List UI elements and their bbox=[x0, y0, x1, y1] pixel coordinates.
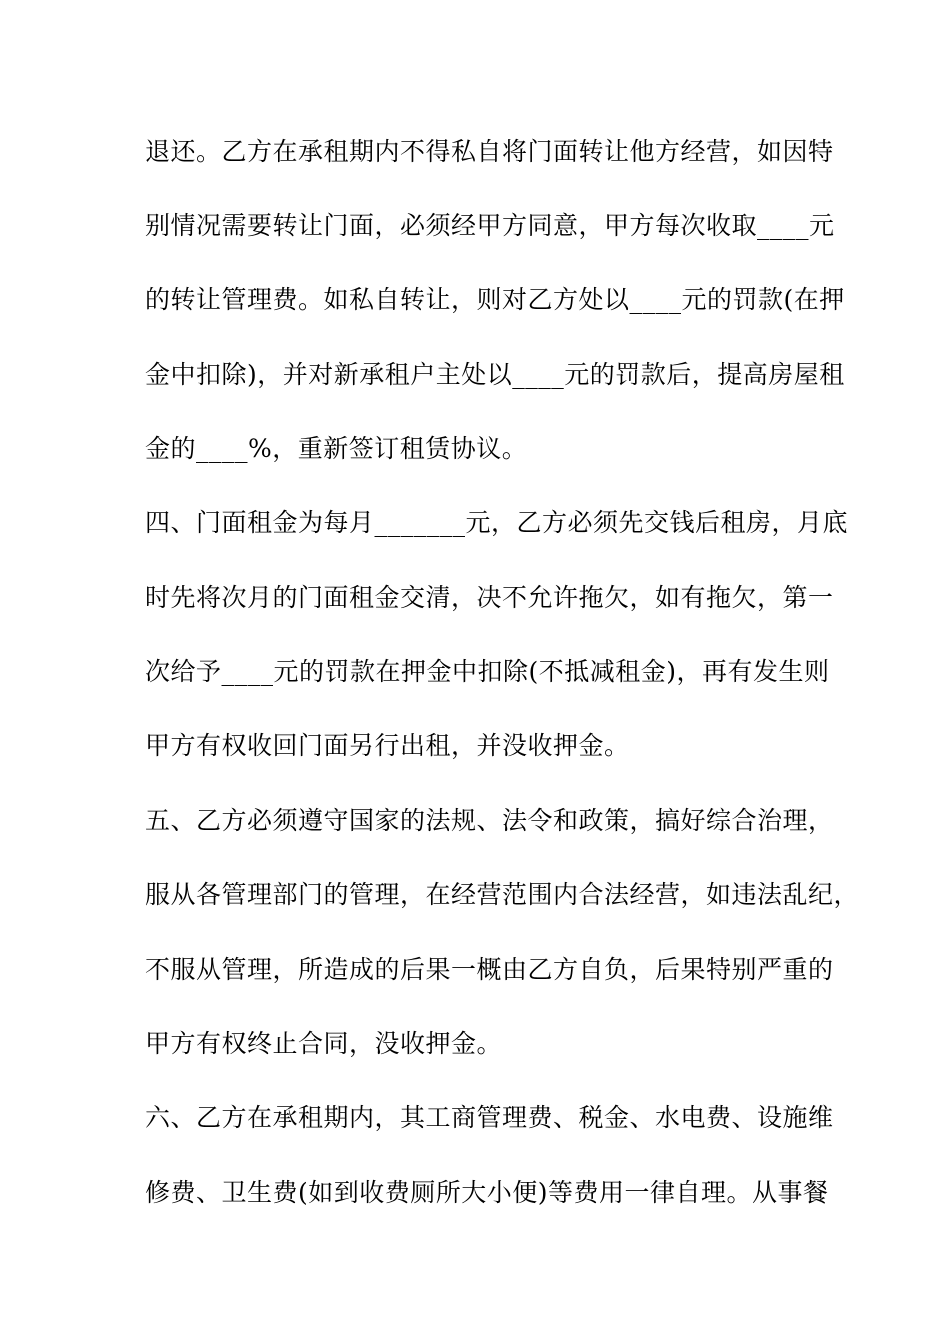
text-line: 金中扣除)，并对新承租户主处以____元的罚款后，提高房屋租 bbox=[145, 360, 845, 389]
text-line: 不服从管理，所造成的后果一概由乙方自负，后果特别严重的 bbox=[145, 955, 834, 984]
text-line: 时先将次月的门面租金交清，决不允许拖欠，如有拖欠，第一 bbox=[145, 583, 834, 612]
text-line: 的转让管理费。如私自转让，则对乙方处以____元的罚款(在押 bbox=[145, 285, 845, 314]
text-line: 别情况需要转让门面，必须经甲方同意，甲方每次收取____元 bbox=[145, 211, 835, 240]
text-line: 修费、卫生费(如到收费厕所大小便)等费用一律自理。从事餐 bbox=[145, 1178, 829, 1207]
text-line: 四、门面租金为每月_______元，乙方必须先交钱后租房，月底 bbox=[145, 508, 849, 537]
text-line: 五、乙方必须遵守国家的法规、法令和政策，搞好综合治理， bbox=[145, 806, 834, 835]
text-line: 甲方有权终止合同，没收押金。 bbox=[145, 1029, 503, 1058]
text-line: 服从各管理部门的管理，在经营范围内合法经营，如违法乱纪， bbox=[145, 880, 860, 909]
text-line: 甲方有权收回门面另行出租，并没收押金。 bbox=[145, 731, 630, 760]
text-line: 金的____%，重新签订租赁协议。 bbox=[145, 434, 528, 463]
text-line: 退还。乙方在承租期内不得私自将门面转让他方经营，如因特 bbox=[145, 137, 834, 166]
text-line: 次给予____元的罚款在押金中扣除(不抵减租金)，再有发生则 bbox=[145, 657, 830, 686]
text-line: 六、乙方在承租期内，其工商管理费、税金、水电费、设施维 bbox=[145, 1103, 834, 1132]
